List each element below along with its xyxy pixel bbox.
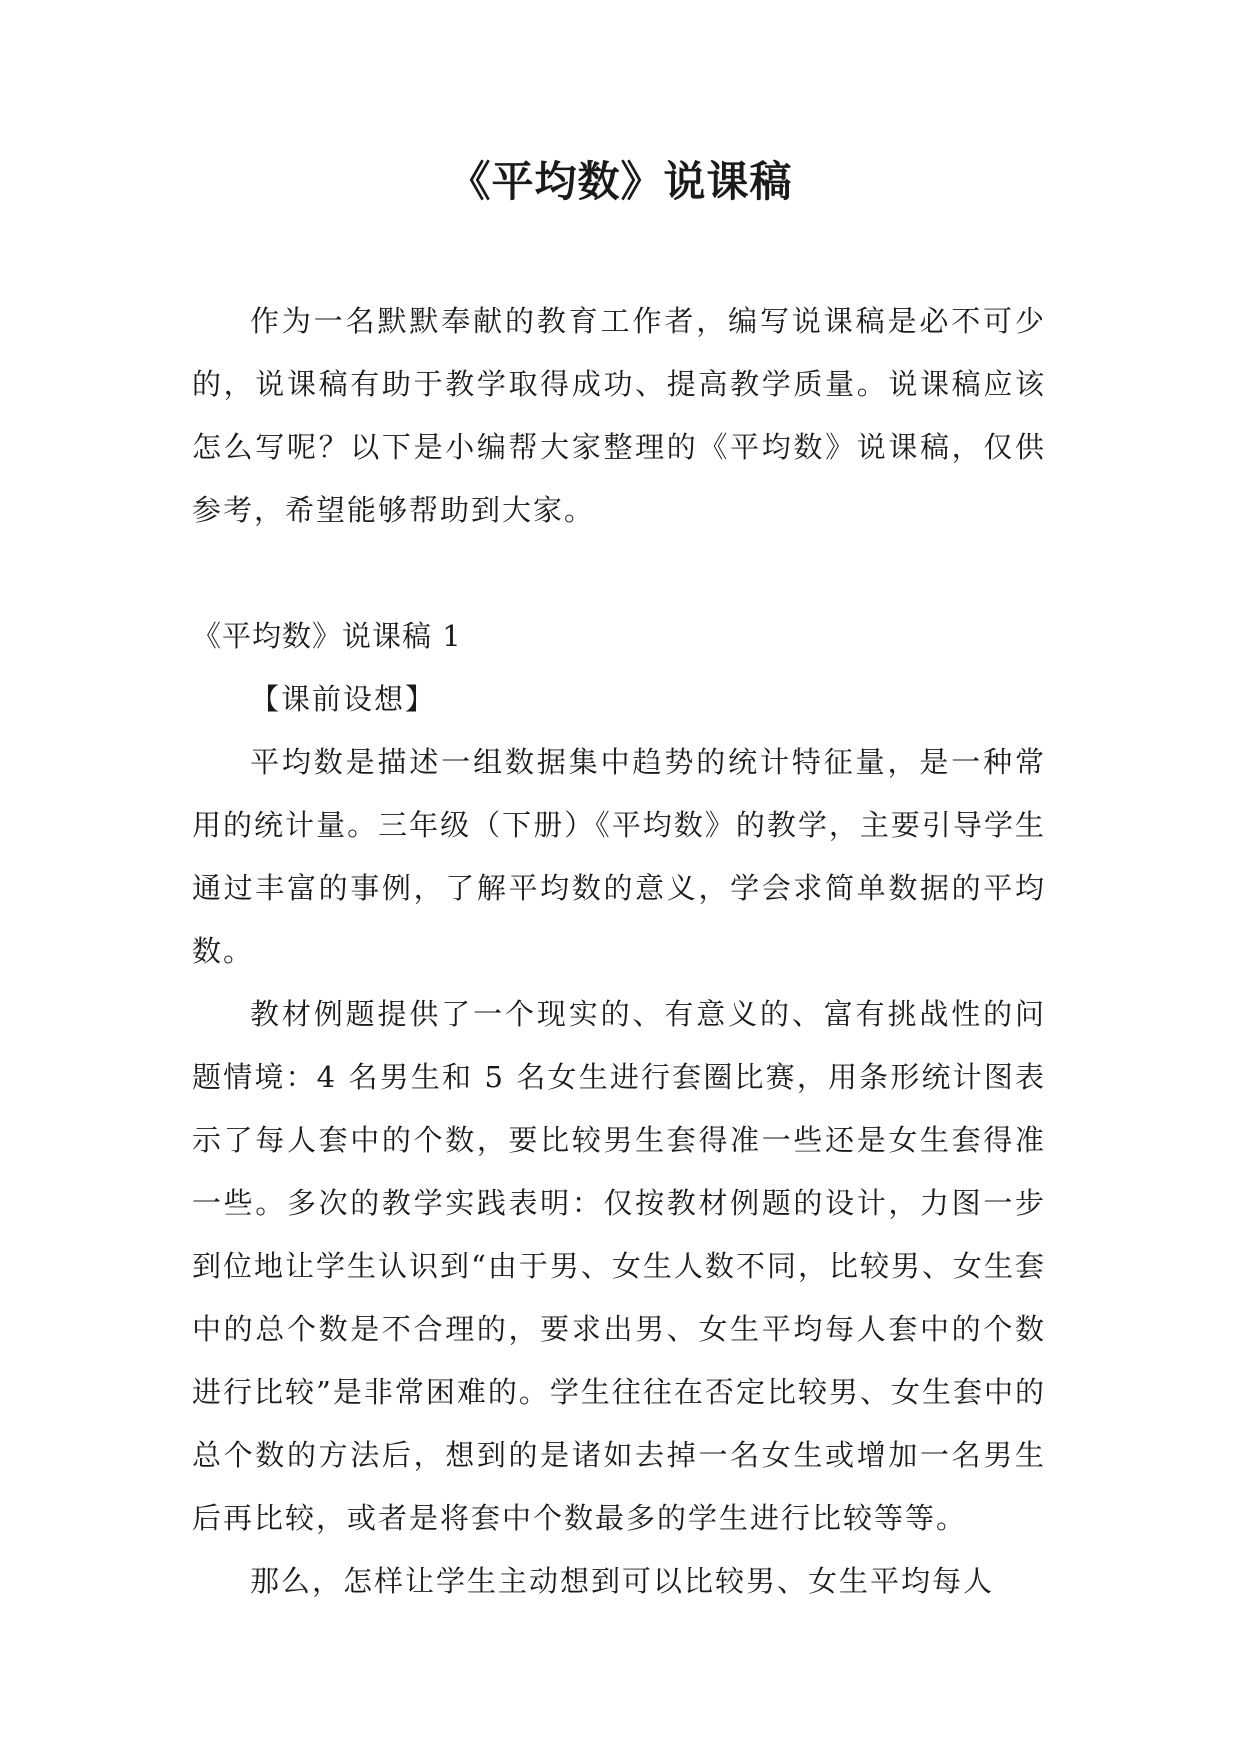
- body-paragraph-3: 那么，怎样让学生主动想到可以比较男、女生平均每人: [250, 1564, 995, 1598]
- body-paragraph-2: 教材例题提供了一个现实的、有意义的、富有挑战性的问题情境：4 名男生和 5 名女生进行套圈比赛，用条形统计图表示了每人套中的个数，要比较男生套得准一些还是女生套得准一些。多次的教学实践表明：仅按教材例题的设计，力图一步到位地让学生认识到“由于男、女生人数不同，比较男、女生套中的总个数是不合理的，要求出男、女生平均每人套中的个数进行比较”是非常困难的。学生往往在否定比较男、女生套中的总个数的方法后，想到的是诸如去掉一名女生或增加一名男生后再比较，或者是将套中个数最多的学生进行比较等等。: [192, 997, 1046, 1535]
- section-title: 《平均数》说课稿 1: [192, 619, 462, 653]
- body-paragraph-1: 平均数是描述一组数据集中趋势的统计特征量，是一种常用的统计量。三年级（下册）《平均数》的教学，主要引导学生通过丰富的事例，了解平均数的意义，学会求简单数据的平均数。: [192, 745, 1046, 968]
- subheading: 【课前设想】: [250, 682, 437, 716]
- document-title: 《平均数》说课稿: [448, 157, 793, 206]
- document-body: [192, 290, 1046, 1613]
- intro-paragraph: 作为一名默默奉献的教育工作者，编写说课稿是必不可少的，说课稿有助于教学取得成功、提高教学质量。说课稿应该怎么写呢？以下是小编帮大家整理的《平均数》说课稿，仅供参考，希望能够帮助到大家。: [192, 304, 1046, 527]
